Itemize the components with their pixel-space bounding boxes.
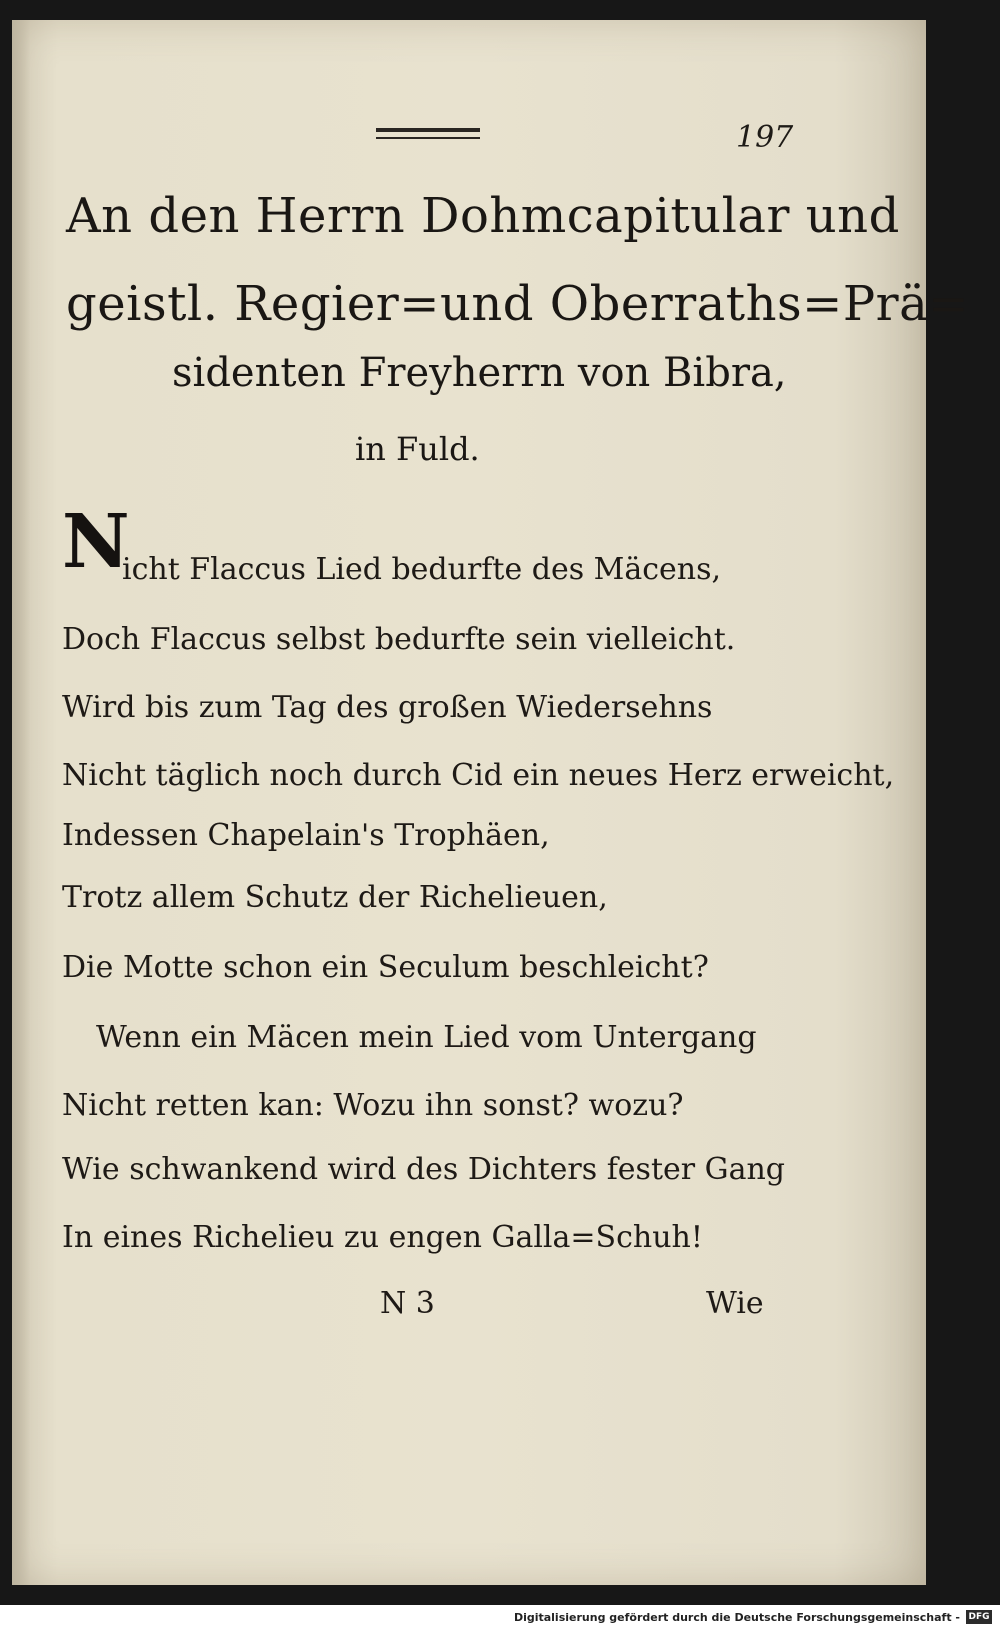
footer-credit: Digitalisierung gefördert durch die Deutsche Forschungsgemeinschaft - bbox=[513, 1611, 960, 1624]
verse-line: icht Flaccus Lied bedurfte des Mäcens, bbox=[122, 552, 722, 587]
page-number: 197 bbox=[736, 120, 794, 155]
title-line-1: An den Herrn Dohmcapitular und bbox=[66, 188, 900, 244]
catchword: Wie bbox=[706, 1286, 764, 1321]
title-line-3: sidenten Freyherrn von Bibra, bbox=[172, 350, 787, 396]
ornament-thick-rule bbox=[376, 128, 480, 132]
signature-mark: N 3 bbox=[380, 1286, 435, 1321]
verse-line: Wird bis zum Tag des großen Wiedersehns bbox=[62, 690, 713, 725]
drop-cap-initial: N bbox=[62, 499, 130, 585]
verse-line: Wenn ein Mäcen mein Lied vom Untergang bbox=[96, 1020, 757, 1055]
verse-line: In eines Richelieu zu engen Galla=Schuh! bbox=[62, 1220, 703, 1255]
title-line-4: in Fuld. bbox=[355, 430, 480, 468]
verse-line: Indessen Chapelain's Trophäen, bbox=[62, 818, 550, 853]
verse-line: Nicht täglich noch durch Cid ein neues Herz erweicht, bbox=[62, 758, 895, 793]
header-ornament-rule bbox=[376, 128, 480, 144]
verse-line: Doch Flaccus selbst bedurfte sein vielleicht. bbox=[62, 622, 736, 657]
ornament-thin-rule bbox=[376, 137, 480, 139]
verse-line: Wie schwankend wird des Dichters fester Gang bbox=[62, 1152, 786, 1187]
book-page bbox=[12, 20, 926, 1585]
verse-line: Die Motte schon ein Seculum beschleicht? bbox=[62, 950, 709, 985]
verse-line: Trotz allem Schutz der Richelieuen, bbox=[62, 880, 608, 915]
title-line-2: geistl. Regier=und Oberraths=Prä= bbox=[66, 276, 969, 332]
page-gutter-shadow bbox=[12, 20, 30, 1585]
dfg-logo: DFG bbox=[966, 1610, 992, 1624]
verse-line: Nicht retten kan: Wozu ihn sonst? wozu? bbox=[62, 1088, 684, 1123]
